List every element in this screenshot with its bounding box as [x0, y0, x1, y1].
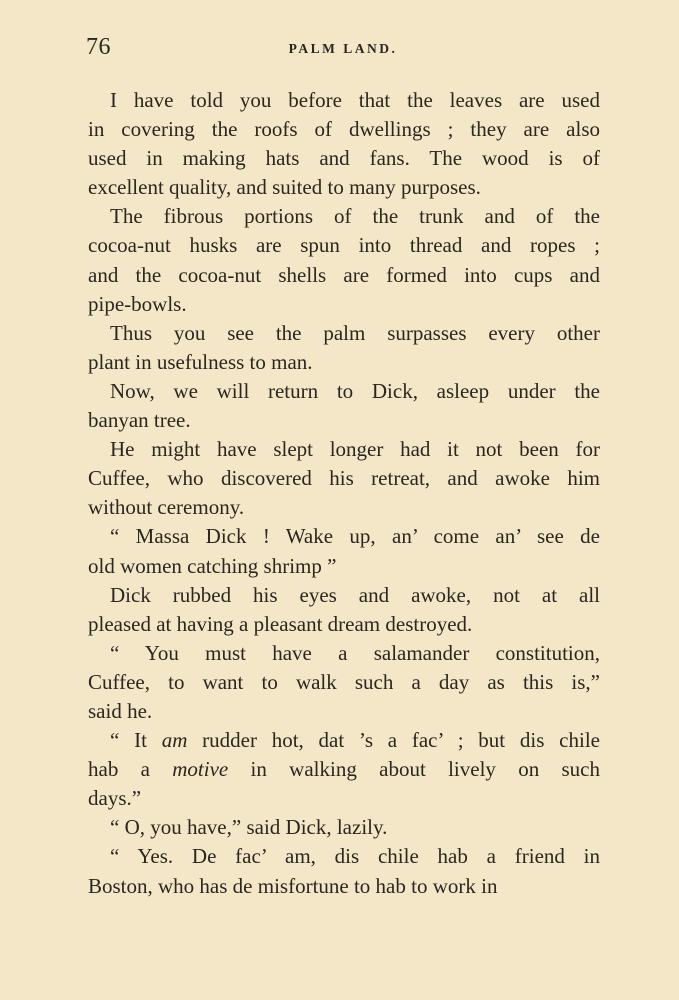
- text-line: Dick rubbed his eyes and awoke, not at all: [110, 582, 600, 607]
- text-line: “ O, you have,” said Dick, lazily.: [110, 815, 388, 840]
- text-line: and the cocoa-nut shells are formed into cups and: [88, 262, 600, 287]
- text-line: banyan tree.: [88, 408, 191, 433]
- text-run: in walking about lively on such: [228, 757, 600, 782]
- text-line: “ Yes. De fac’ am, dis chile hab a friend in: [110, 844, 600, 869]
- paragraph: [88, 435, 600, 522]
- paragraph: [88, 581, 600, 639]
- page-number: 76: [86, 34, 111, 60]
- body-text: [88, 86, 600, 901]
- text-line: said he.: [88, 698, 153, 723]
- text-line: [88, 726, 600, 755]
- text-line: I have told you before that the leaves are used: [110, 88, 600, 112]
- running-title: PALM LAND.: [288, 41, 398, 56]
- text-line: He might have slept longer had it not been for: [110, 437, 600, 462]
- text-line: Now, we will return to Dick, asleep under the: [110, 378, 600, 403]
- text-line: “ Massa Dick ! Wake up, an’ come an’ see de: [110, 524, 600, 549]
- text-run: rudder hot, dat ’s a fac’ ; but dis chile: [187, 728, 600, 753]
- paragraph: [88, 202, 600, 318]
- emphasized-word: motive: [172, 757, 229, 782]
- text-line: Thus you see the palm surpasses every other: [110, 320, 600, 345]
- text-line: plant in usefulness to man.: [88, 349, 313, 374]
- text-line: pleased at having a pleasant dream destroyed.: [88, 611, 473, 636]
- text-line: Cuffee, who discovered his retreat, and awoke him: [88, 466, 600, 491]
- paragraph: [88, 639, 600, 726]
- text-line: excellent quality, and suited to many purposes.: [88, 175, 481, 200]
- paragraph: [88, 319, 600, 377]
- paragraph: [88, 726, 600, 813]
- text-line: days.”: [88, 786, 142, 811]
- paragraph: [88, 813, 600, 842]
- text-line: old women catching shrimp ”: [88, 553, 337, 578]
- page-header: [86, 32, 600, 72]
- text-line: pipe-bowls.: [88, 291, 187, 316]
- text-line: [88, 755, 600, 784]
- paragraph: [88, 86, 600, 202]
- emphasized-word: am: [161, 728, 188, 753]
- text-line: cocoa-nut husks are spun into thread and ropes ;: [88, 233, 600, 258]
- text-run: hab a: [88, 757, 173, 782]
- paragraph: [88, 377, 600, 435]
- text-line: “ You must have a salamander constitution,: [110, 640, 600, 665]
- text-line: Boston, who has de misfortune to hab to work in: [88, 873, 498, 898]
- text-line: The fibrous portions of the trunk and of the: [110, 204, 600, 229]
- paragraph: [88, 842, 600, 900]
- text-run: “ It: [110, 728, 162, 753]
- text-line: used in making hats and fans. The wood is of: [88, 146, 600, 171]
- text-line: in covering the roofs of dwellings ; they are also: [88, 117, 600, 142]
- paragraph: [88, 522, 600, 580]
- text-line: without ceremony.: [88, 495, 245, 520]
- text-line: Cuffee, to want to walk such a day as this is,”: [88, 669, 600, 694]
